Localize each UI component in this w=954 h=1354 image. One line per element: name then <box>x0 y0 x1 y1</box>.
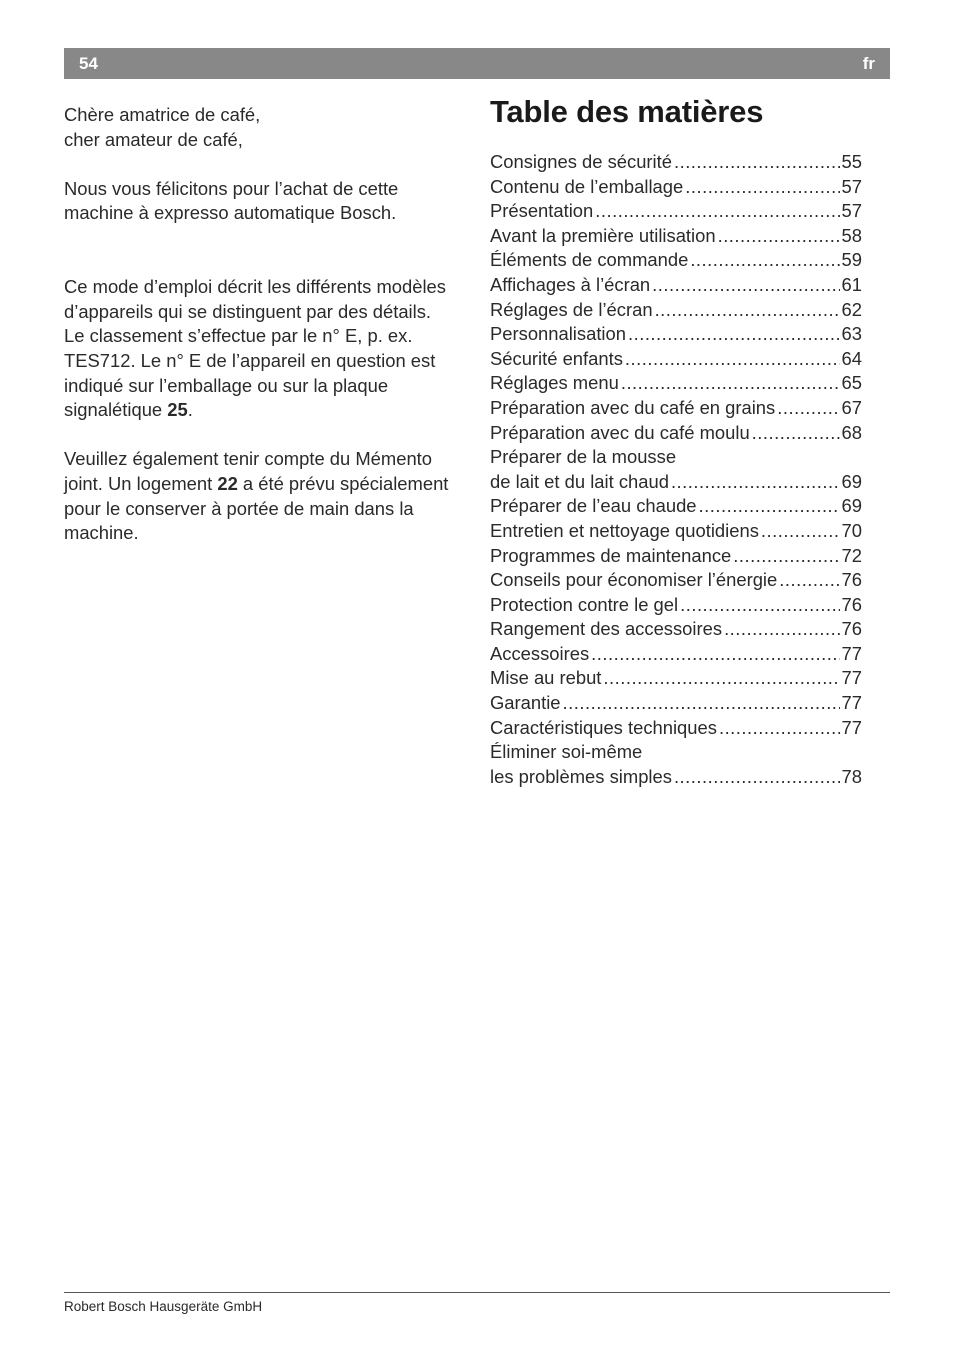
greeting-line-1: Chère amatrice de café, <box>64 104 261 125</box>
toc-entry-page: 67 <box>841 396 862 418</box>
toc-entry-title: Réglages de l’écran <box>490 298 653 320</box>
toc-entry-page: 78 <box>841 765 862 787</box>
toc-entry-title: les problèmes simples <box>490 765 672 787</box>
toc-leader-dots <box>652 273 839 298</box>
toc-leader-dots <box>628 322 840 347</box>
toc-leader-dots <box>674 150 840 175</box>
toc-entry <box>490 642 862 667</box>
toc-leader-dots <box>779 568 839 593</box>
toc-entry-page: 68 <box>841 421 862 443</box>
toc-entry-page: 77 <box>841 692 862 714</box>
toc-leader-dots <box>621 371 840 396</box>
toc-entry-title: Mise au rebut <box>490 667 602 689</box>
toc-entry-page: 59 <box>841 249 862 271</box>
toc-heading: Table des matières <box>490 94 764 129</box>
toc-leader-dots <box>680 593 839 618</box>
toc-entry-title: Programmes de maintenance <box>490 544 732 566</box>
toc-entry <box>490 666 862 691</box>
toc-entry-title: Garantie <box>490 692 561 714</box>
toc-entry-page: 76 <box>841 618 862 640</box>
toc-entry-page: 77 <box>841 716 862 738</box>
toc-entry <box>490 322 862 347</box>
toc-leader-dots <box>603 666 839 691</box>
toc-entry-page: 61 <box>841 273 862 295</box>
toc-entry-page: 69 <box>841 495 862 517</box>
language-code: fr <box>862 54 875 73</box>
toc-entry <box>490 544 862 569</box>
toc-entry-title: Caractéristiques techniques <box>490 716 717 738</box>
toc-leader-dots <box>685 175 839 200</box>
toc-entry-title: Accessoires <box>490 642 590 664</box>
toc-entry-page: 57 <box>841 175 862 197</box>
toc-entry <box>490 199 862 224</box>
toc-entry <box>490 691 862 716</box>
toc-leader-dots <box>699 494 840 519</box>
toc-leader-dots <box>591 642 839 667</box>
toc-entry <box>490 248 862 273</box>
toc-entry <box>490 716 862 741</box>
page-number: 54 <box>79 54 98 73</box>
toc-entry-page: 70 <box>841 519 862 541</box>
toc-leader-dots <box>718 224 840 249</box>
toc-leader-dots <box>595 199 839 224</box>
reference-number-22: 22 <box>217 472 238 494</box>
toc-entry-title: Préparation avec du café en grains <box>490 396 776 418</box>
toc-entry <box>490 593 862 618</box>
toc-entry-title: de lait et du lait chaud <box>490 470 669 492</box>
toc-entry <box>490 765 862 790</box>
toc-entry-page: 69 <box>841 470 862 492</box>
toc-entry-page: 62 <box>841 298 862 320</box>
toc-entry <box>490 494 862 519</box>
toc-entry-title: Réglages menu <box>490 372 619 394</box>
intro-paragraph-2b: Le classement s’effectue par le n° E, p. ex. TES712. Le n° E de l’appareil en question est indiqué sur l’emballage ou sur la plaque signalétique 25. <box>64 325 436 421</box>
toc-leader-dots <box>674 765 840 790</box>
toc-entry-title: Contenu de l’emballage <box>490 175 684 197</box>
toc-entry <box>490 347 862 372</box>
toc-entry-title: Personnalisation <box>490 323 626 345</box>
toc-leader-dots <box>625 347 840 372</box>
toc-entry-title: Préparation avec du café moulu <box>490 421 750 443</box>
intro-paragraph-1: Nous vous félicitons pour l’achat de cette machine à expresso automatique Bosch. <box>64 177 399 224</box>
toc-entry-title: Éléments de commande <box>490 249 689 271</box>
toc-leader-dots <box>563 691 840 716</box>
toc-leader-dots <box>777 396 839 421</box>
toc-leader-dots <box>761 519 840 544</box>
toc-entry <box>490 421 862 446</box>
intro-text <box>64 103 464 546</box>
toc-leader-dots <box>733 544 839 569</box>
toc-entry <box>490 224 862 249</box>
toc-entry-page: 55 <box>841 151 862 172</box>
toc-entry <box>490 273 862 298</box>
toc-entry <box>490 396 862 421</box>
toc-entry-page: 76 <box>841 569 862 591</box>
toc-leader-dots <box>655 298 840 323</box>
intro-paragraph-2a: Ce mode d’emploi décrit les différents modèles d’appareils qui se distinguent par des détails. <box>64 276 446 322</box>
toc-entry-page: 63 <box>841 323 862 345</box>
intro-paragraph-3: Veuillez également tenir compte du Mémento joint. Un logement 22 a été prévu spécialement pour le conserver à portée de main dans la machine. <box>64 448 449 544</box>
toc-entry <box>490 150 862 175</box>
toc-entry-title: Consignes de sécurité <box>490 151 672 172</box>
toc-entry-title: Avant la première utilisation <box>490 224 716 246</box>
toc-entry-title: Conseils pour économiser l’énergie <box>490 569 778 591</box>
toc-entry-page: 58 <box>841 224 862 246</box>
toc-entry-page: 77 <box>841 667 862 689</box>
toc-entry <box>490 470 862 495</box>
page-header-bar <box>64 48 890 79</box>
toc-entry-page: 77 <box>841 642 862 664</box>
toc-entry-title: Entretien et nettoyage quotidiens <box>490 519 759 541</box>
toc-entry-page: 65 <box>841 372 862 394</box>
toc-entry <box>490 371 862 396</box>
greeting-line-2: cher amateur de café, <box>64 128 243 150</box>
toc-entry-title: Préparer de l’eau chaude <box>490 495 697 517</box>
toc-entry-title: Rangement des accessoires <box>490 618 723 640</box>
toc-entry-title: Protection contre le gel <box>490 593 679 615</box>
toc-entry-page: 57 <box>841 200 862 222</box>
toc-leader-dots <box>752 421 840 446</box>
table-of-contents <box>490 150 862 789</box>
toc-leader-dots <box>690 248 839 273</box>
toc-entry <box>490 617 862 642</box>
toc-entry-title-line: Préparer de la mousse <box>490 446 677 468</box>
toc-entry-title-line: Éliminer soi-même <box>490 741 643 763</box>
toc-entry-page: 72 <box>841 544 862 566</box>
toc-entry-page: 64 <box>841 347 862 369</box>
toc-leader-dots <box>671 470 840 495</box>
toc-entry <box>490 175 862 200</box>
toc-leader-dots <box>724 617 839 642</box>
reference-number-25: 25 <box>167 399 188 421</box>
toc-entry-page: 76 <box>841 593 862 615</box>
toc-entry <box>490 568 862 593</box>
footer-company: Robert Bosch Hausgeräte GmbH <box>64 1299 263 1314</box>
toc-leader-dots <box>719 716 840 741</box>
footer-divider <box>64 1292 890 1293</box>
toc-entry-title: Affichages à l’écran <box>490 273 651 295</box>
toc-entry-title: Présentation <box>490 200 594 222</box>
toc-entry-title: Sécurité enfants <box>490 347 623 369</box>
toc-entry <box>490 519 862 544</box>
toc-entry <box>490 298 862 323</box>
